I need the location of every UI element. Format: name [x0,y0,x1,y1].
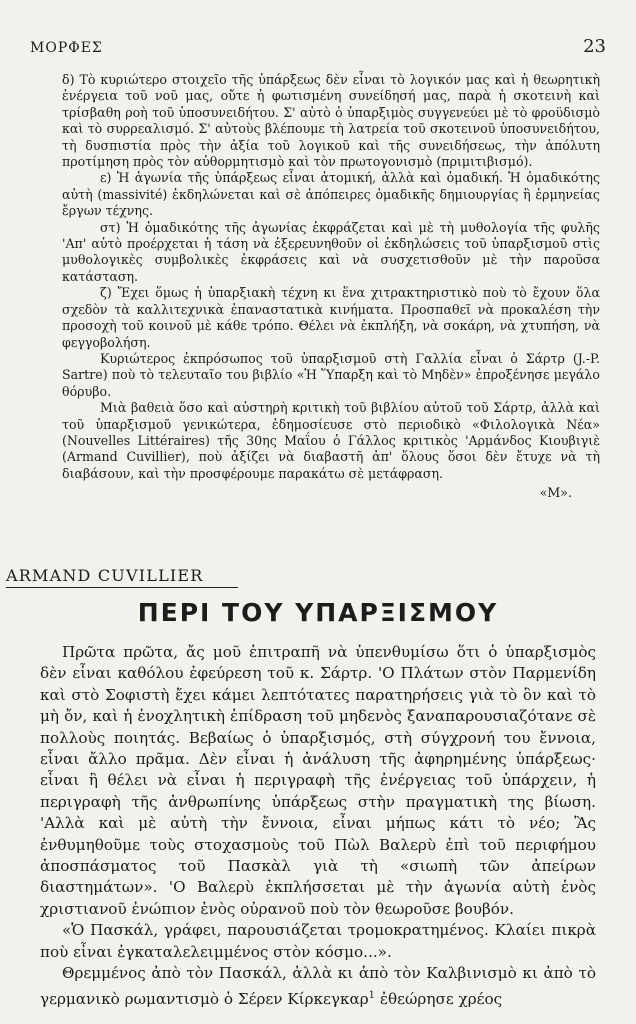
intro-paragraph: Κυριώτερος ἐκπρόσωπος τοῦ ὑπαρξισμοῦ στὴ Γαλλία εἶναι ὁ Σάρτρ (J.-P. Sartre) ποὺ τὸ τελευταῖο του βιβλίο «Ἡ Ὕπαρξη καὶ τὸ Μηδὲν» ἐπροξένησε μεγάλο θόρυβο. [62,350,600,399]
intro-paragraph: δ) Τὸ κυριώτερο στοιχεῖο τῆς ὑπάρξεως δὲν εἶναι τὸ λογικόν μας καὶ ἡ θεωρητικὴ ἐνέργεια τοῦ νοῦ μας, οὔτε ἡ φωτισμένη συνείδησή μας, παρὰ ἡ σκοτεινὴ καὶ τρίσβαθη ροὴ τοῦ ὑποσυνειδήτου. Σ' αὐτὸ ὁ ὑπαρξιμὸς συγγενεύει μὲ τὸ φροϋδισμὸ καὶ τὸ συρρεαλισμό. Σ' αὐτοὺς βλέπουμε τὴ λατρεία τοῦ σκοτεινοῦ ὑποσυνειδήτου, τὴ δυσπιστία πρὸς τὴν ἀξία τοῦ λογικοῦ καὶ τῆς συνειδήσεως, τὴν ἀπόλυτη προτίμηση πρὸς τὸν αὐθορμητισμὸ καὶ τὸν πρωτογονισμὸ (πριμιτιβισμό). [62,72,600,170]
running-head [30,36,606,62]
body-paragraph-last [40,963,596,1010]
article-title: ΠΕΡΙ ΤΟΥ ΥΠΑΡΞΙΣΜΟΥ [137,598,499,627]
article-author: ARMAND CUVILLIER [6,566,238,588]
editor-signature: «Μ». [539,485,572,501]
body-paragraph-tail: ἐθεώρησε χρέος [375,989,503,1008]
page-number: 23 [583,36,606,57]
journal-name: ΜΟΡΦΕΣ [30,40,103,56]
intro-paragraph: Μιὰ βαθειὰ ὅσο καὶ αὐστηρὴ κριτικὴ τοῦ βιβλίου αὐτοῦ τοῦ Σάρτρ, ἀλλὰ καὶ τοῦ ὑπαρξισμοῦ γενικώτερα, ἐδημοσίευσε στὸ περιοδικὸ «Φιλολογικὰ Νέα» (Nouvelles Littéraires) τῆς 30ης Μαΐου ὁ Γάλλος κριτικὸς 'Αρμάνδος Κιουβιγιὲ (Armand Cuvillier), ποὺ ἀξίζει νὰ διαβαστῆ ἀπ' ὅλους ὅσοι δὲν ἔτυχε νὰ τὴ διαβάσουν, καὶ τὴν προσφέρουμε παρακάτω σὲ μετάφραση. [62,400,600,481]
intro-paragraph: ε) Ἡ ἀγωνία τῆς ὑπάρξεως εἶναι ἀτομική, ἀλλὰ καὶ ὁμαδική. Ἡ ὁμαδικότης αὐτὴ (massivité) ἐκδηλώνεται καὶ σὲ ἀπόπειρες ὁμαδικῆς δημιουργίας ἢ ἑρμηνείας ἔργων τέχνης. [62,170,600,219]
editor-introduction [62,72,600,502]
intro-paragraph: στ) Ἡ ὁμαδικότης τῆς ἀγωνίας ἐκφράζεται καὶ μὲ τὴ μυθολογία τῆς φυλῆς 'Απ' αὐτὸ προέρχεται ἡ τάση νὰ ἐξερευνηθοῦν οἱ ἐκδηλώσεις τοῦ ὑπαρξισμοῦ στὶς μυθολογικὲς συμβολικὲς ἐκφράσεις καὶ νὰ συσχετισθοῦν μὲ τὴν παροῦσα κατάσταση. [62,219,600,284]
body-paragraph-text: Θρεμμένος ἀπὸ τὸν Πασκάλ, ἀλλὰ κι ἀπὸ τὸν Καλβινισμὸ κι ἀπὸ τὸ γερμανικὸ ρωμαντισμὸ ὁ Σέρεν Κίρκεγκαρ [40,964,596,1008]
body-paragraph: «Ὁ Πασκάλ, γράφει, παρουσιάζεται τρομοκρατημένος. Κλαίει πικρὰ ποὺ εἶναι ἐγκαταλελειμμένος στὸν κόσμο...». [40,921,596,961]
intro-paragraph: ζ) Ἔχει ὅμως ἡ ὑπαρξιακὴ τέχνη κι ἕνα χιτρακτηριστικὸ ποὺ τὸ ἔχουν ὅλα σχεδὸν τὰ καλλιτεχνικὰ ἐπαναστατικὰ κινήματα. Προσπαθεῖ νὰ προκαλέση τὴν προσοχὴ τοῦ κοινοῦ μὲ κάθε τρόπο. Θέλει νὰ ἐκπλήξη, νὰ σοκάρη, νὰ χτυπήση, νὰ φεγγοβολήση. [62,285,600,350]
footnote-marker: 1 [368,989,376,1001]
body-paragraph: Πρῶτα πρῶτα, ἄς μοῦ ἐπιτραπῆ νὰ ὑπενθυμίσω ὅτι ὁ ὑπαρξισμὸς δὲν εἶναι καθόλου ἐφεύρεση τοῦ κ. Σάρτρ. 'Ο Πλάτων στὸν Παρμενίδη καὶ στὸ Σοφιστὴ ἔχει κάμει λεπτότατες παρατηρήσεις γιὰ τὸ ὂν καὶ τὸ μὴ ὄν, καὶ ἡ ἐνοχλητικὴ ἐπίδραση τοῦ μηδενὸς ξαναπαρουσιαζότανε σὲ πολλοὺς ποιητάς. Βεβαίως ὁ ὑπαρξισμός, στὴ σύγχρονή του ἔννοια, εἶναι ἄλλο πρᾶμα. Δὲν εἶναι ἡ ἀνάλυση τῆς ἀφηρημένης ὑπάρξεως· εἶναι ἢ θέλει νὰ εἶναι ἡ περιγραφὴ τῆς ἐνέργειας τοῦ ὑπάρχειν, ἡ περιγραφὴ τῆς ἀνθρωπίνης ὑπάρξεως στὴν πραγματικὴ της βίωση. 'Αλλὰ καὶ μὲ αὐτὴ τὴν ἔννοια, εἶναι μήπως κάτι τὸ νέο; Ἂς ἐνθυμηθοῦμε τοὺς στοχασμοὺς τοῦ Πὼλ Βαλερὺ ἐπὶ τοῦ περιφήμου ἀποσπάσματος τοῦ Πασκὰλ γιὰ τὴ «σιωπὴ τῶν ἀπείρων διαστημάτων». 'Ο Βαλερὺ ἐκπλήσσεται μὲ τὴν ἀγωνία αὐτὴ ἑνὸς χριστιανοῦ ἐνώπιον ἑνὸς οὐρανοῦ ποὺ τὸν θεωροῦσε βουβόν. [40,643,596,918]
article-body [40,642,596,1010]
